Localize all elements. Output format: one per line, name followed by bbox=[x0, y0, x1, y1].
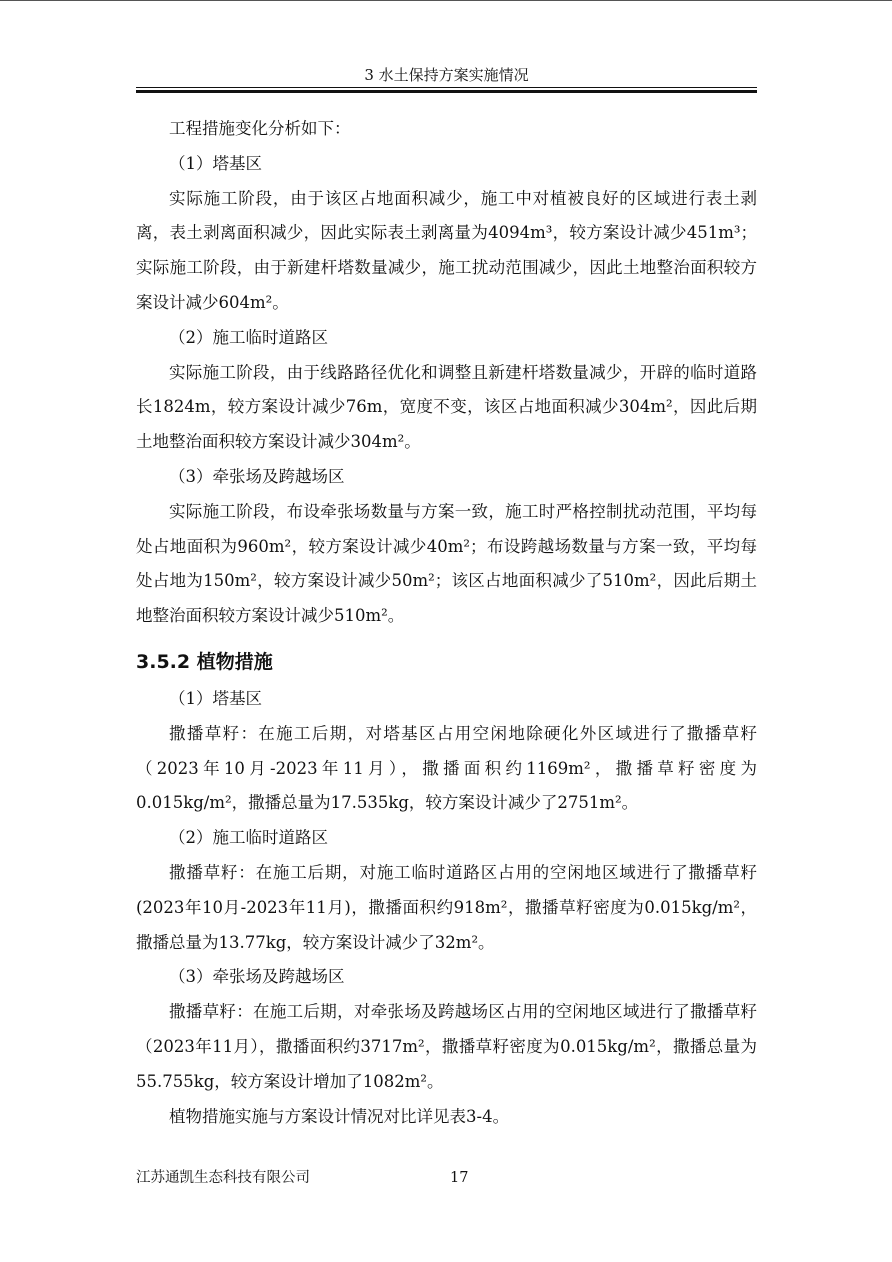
subheading-tension-crossing-area: （3）牵张场及跨越场区 bbox=[169, 466, 345, 486]
intro-paragraph: 工程措施变化分析如下： bbox=[169, 119, 351, 138]
subheading-tower-area: （1）塔基区 bbox=[169, 688, 262, 708]
paragraph-tower-area: 实际施工阶段，由于该区占地面积减少，施工中对植被良好的区域进行表土剥离，表土剥离面积减少，因此实际表土剥离量为4094m³，较方案设计减少451m³；实际施工阶段，由于新建杆塔数量减少，施工扰动范围减少，因此土地整治面积较方案设计减少604m²。 bbox=[136, 188, 757, 312]
paragraph-table-reference: 植物措施实施与方案设计情况对比详见表3-4。 bbox=[169, 1106, 510, 1126]
footer-page-number: 17 bbox=[450, 1170, 469, 1186]
paragraph-temp-road-area: 实际施工阶段，由于线路路径优化和调整且新建杆塔数量减少，开辟的临时道路长1824m，较方案设计减少76m，宽度不变，该区占地面积减少304m²，因此后期土地整治面积较方案设计减少304m²。 bbox=[136, 362, 757, 452]
paragraph-tension-crossing-area: 实际施工阶段，布设牵张场数量与方案一致，施工时严格控制扰动范围，平均每处占地面积为960m²，较方案设计减少40m²；布设跨越场数量与方案一致，平均每处占地为150m²，较方案设计减少50m²；该区占地面积减少了510m²，因此后期土地整治面积较方案设计减少510m²。 bbox=[136, 501, 757, 626]
section-heading: 3.5.2 植物措施 bbox=[136, 650, 273, 673]
paragraph-road-seeding: 撒播草籽：在施工后期，对施工临时道路区占用的空闲地区域进行了撒播草籽(2023年10月-2023年11月)，撒播面积约918m²，撒播草籽密度为0.015kg/m²，撒播总量为13.77kg，较方案设计减少了32m²。 bbox=[136, 862, 757, 952]
page-top-border bbox=[0, 0, 892, 1]
subheading-temp-road-area: （2）施工临时道路区 bbox=[169, 327, 328, 347]
header-rule-thin bbox=[136, 87, 757, 88]
subheading-temp-road-area: （2）施工临时道路区 bbox=[169, 828, 328, 848]
subheading-tension-crossing-area: （3）牵张场及跨越场区 bbox=[169, 967, 345, 987]
running-header: 3 水土保持方案实施情况 bbox=[364, 66, 529, 84]
subheading-tower-area: （1）塔基区 bbox=[169, 153, 262, 173]
page-body bbox=[136, 112, 757, 1134]
plant-measures-block bbox=[136, 682, 757, 1134]
footer-company: 江苏通凯生态科技有限公司 bbox=[136, 1170, 310, 1186]
paragraph-tension-seeding: 撒播草籽：在施工后期，对牵张场及跨越场区占用的空闲地区域进行了撒播草籽（2023年11月），撒播面积约3717m²，撒播草籽密度为0.015kg/m²，撒播总量为55.755kg，较方案设计增加了1082m²。 bbox=[136, 1002, 757, 1091]
header-rule-thick bbox=[136, 90, 757, 93]
engineering-measures-block bbox=[136, 112, 757, 634]
paragraph-tower-seeding: 撒播草籽：在施工后期，对塔基区占用空闲地除硬化外区域进行了撒播草籽（2023年10月-2023年11月），撒播面积约1169m²，撒播草籽密度为0.015kg/m²，撒播总量为17.535kg，较方案设计减少了2751m²。 bbox=[136, 723, 757, 813]
